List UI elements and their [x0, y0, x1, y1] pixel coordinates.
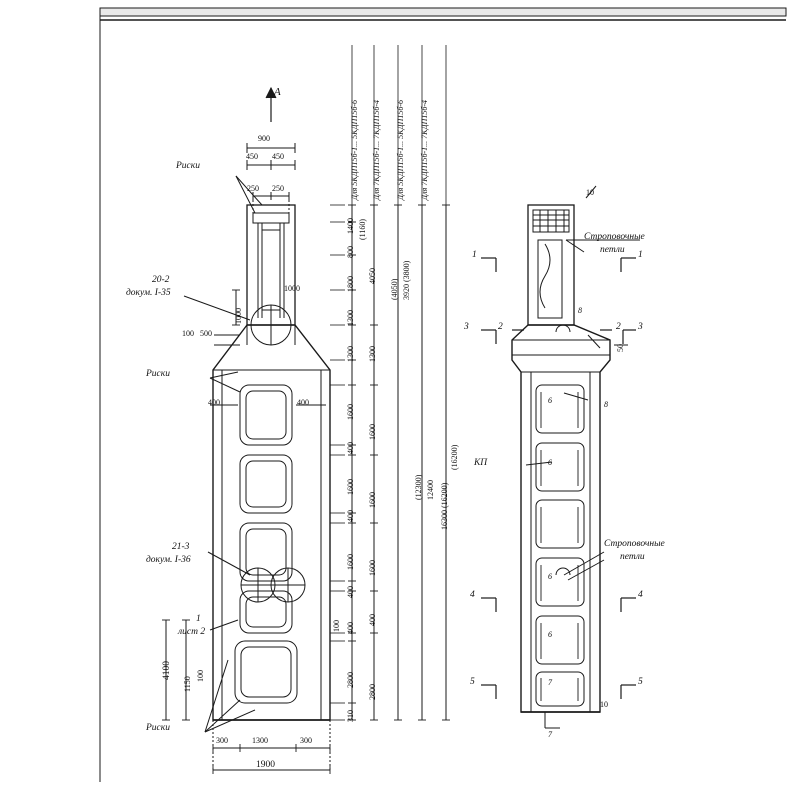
dim-c3-3920: 3920 (3800)	[402, 260, 411, 300]
dim-corbel-400-a: 400	[208, 398, 220, 407]
dim-c3-16300: 16300 (16200)	[440, 482, 449, 530]
dim-c1-1400: 1400	[346, 218, 355, 234]
dim-c1-400-b: 400	[346, 510, 355, 522]
callout-slings-top-line1: Строповочные	[584, 232, 645, 242]
section-arrow-label-a: А	[274, 86, 281, 98]
part-number-8-mid: 8	[604, 400, 608, 409]
dim-left-100-b: 100	[196, 670, 205, 682]
callout-slings-mid-line2: петли	[620, 552, 645, 562]
section-mark-1-right: 1	[638, 250, 643, 260]
dim-c1-2800: 2800	[346, 672, 355, 688]
dim-top-900: 900	[258, 134, 270, 143]
section-mark-3-left: 3	[464, 322, 469, 332]
dim-c1-1600-a: 1600	[346, 404, 355, 420]
dim-paren-16200: (16200)	[450, 444, 459, 470]
dim-c1-310: 310	[346, 710, 355, 722]
dim-bottom-1300: 1300	[252, 736, 268, 745]
dim-paren-12300: (12300)	[414, 474, 423, 500]
callout-riski-1: Риски	[176, 161, 200, 171]
section-mark-2-right: 2	[616, 322, 621, 332]
callout-doc-20-2-line1: 20-2	[152, 275, 170, 285]
dim-c2-1600-b: 1600	[368, 492, 377, 508]
part-number-6-a: 6	[548, 396, 552, 405]
dim-left-4100: 4100	[162, 661, 172, 680]
dim-top-450-a: 450	[246, 152, 258, 161]
callout-doc-21-3-line1: 21-3	[172, 542, 190, 552]
dim-paren-1160: (1160)	[358, 218, 367, 240]
dim-paren-4050: (4050)	[390, 278, 399, 300]
part-number-7-a: 7	[548, 678, 552, 687]
dim-c2-1600-c: 1600	[368, 560, 377, 576]
dim-c2-1300: 1300	[368, 346, 377, 362]
dim-corbel-400-b: 400	[297, 398, 309, 407]
vtitle-1: Для 5КДП15б-1... 5КДП15б-6	[350, 99, 359, 200]
callout-riski-3: Риски	[146, 723, 170, 733]
dim-top-450-b: 450	[272, 152, 284, 161]
dim-left-1150: 1150	[183, 676, 192, 692]
dim-c1-1600-b: 1600	[346, 479, 355, 495]
section-mark-3-right: 3	[638, 322, 643, 332]
part-number-6-d: 6	[548, 630, 552, 639]
dim-left-500: 500	[200, 329, 212, 338]
dim-c2-1600-a: 1600	[368, 424, 377, 440]
section-mark-4-left: 4	[470, 590, 475, 600]
dim-bottom-300-b: 300	[300, 736, 312, 745]
dim-left-1000-a: 1000	[234, 308, 243, 324]
section-mark-5-right: 5	[638, 677, 643, 687]
dim-c3-12400: 12400	[426, 480, 435, 500]
section-mark-2-left: 2	[498, 322, 503, 332]
section-mark-4-right: 4	[638, 590, 643, 600]
dim-bottom-300-a: 300	[216, 736, 228, 745]
dim-bottom-1900: 1900	[256, 760, 275, 770]
callout-slings-mid-line1: Строповочные	[604, 539, 665, 549]
vtitle-4: Для 7КДП15б-1... 7КДП15б-4	[420, 99, 429, 200]
dim-c1-1800: 1800	[346, 276, 355, 292]
dim-right-10-bottom: 10	[600, 700, 608, 709]
section-mark-1-left: 1	[472, 250, 477, 260]
dim-top-250-b: 250	[272, 184, 284, 193]
dim-c1-400-c: 400	[346, 586, 355, 598]
dim-c1-400-d: 400	[346, 622, 355, 634]
part-number-6-b: 6	[548, 458, 552, 467]
callout-list-1-line1: 1	[196, 614, 201, 624]
callout-list-1-line2: лист 2	[178, 627, 206, 637]
dim-c1-400-a: 400	[346, 442, 355, 454]
part-number-8-top: 8	[578, 306, 582, 315]
dim-c1-100: 100	[332, 620, 341, 632]
callout-kp: КП	[474, 458, 488, 468]
part-number-6-c: 6	[548, 572, 552, 581]
vtitle-3: Для 5КДП15б-1... 5КДП15б-6	[396, 99, 405, 200]
dim-c1-1300-b: 1300	[346, 346, 355, 362]
callout-riski-2: Риски	[146, 369, 170, 379]
dim-c1-1600-c: 1600	[346, 554, 355, 570]
dim-c1-1300-a: 1300	[346, 310, 355, 326]
callout-doc-21-3-line2: докум. I-36	[146, 555, 191, 565]
part-number-7-b: 7	[548, 730, 552, 739]
dim-left-1000-b: 1000	[284, 284, 300, 293]
dim-c2-400: 400	[368, 614, 377, 626]
section-mark-5-left: 5	[470, 677, 475, 687]
dim-top-250-a: 250	[247, 184, 259, 193]
callout-slings-top-line2: петли	[600, 245, 625, 255]
dim-left-100: 100	[182, 329, 194, 338]
dim-c1-800: 800	[346, 246, 355, 258]
dim-right-50: 50	[616, 344, 625, 352]
dim-right-10-top: 10	[586, 188, 594, 197]
callout-doc-20-2-line2: докум. I-35	[126, 288, 171, 298]
vtitle-2: Для 7КДП15б-1... 7КДП15б-4	[372, 99, 381, 200]
dim-c2-2800: 2800	[368, 684, 377, 700]
dim-c2-4050: 4050	[368, 268, 377, 284]
